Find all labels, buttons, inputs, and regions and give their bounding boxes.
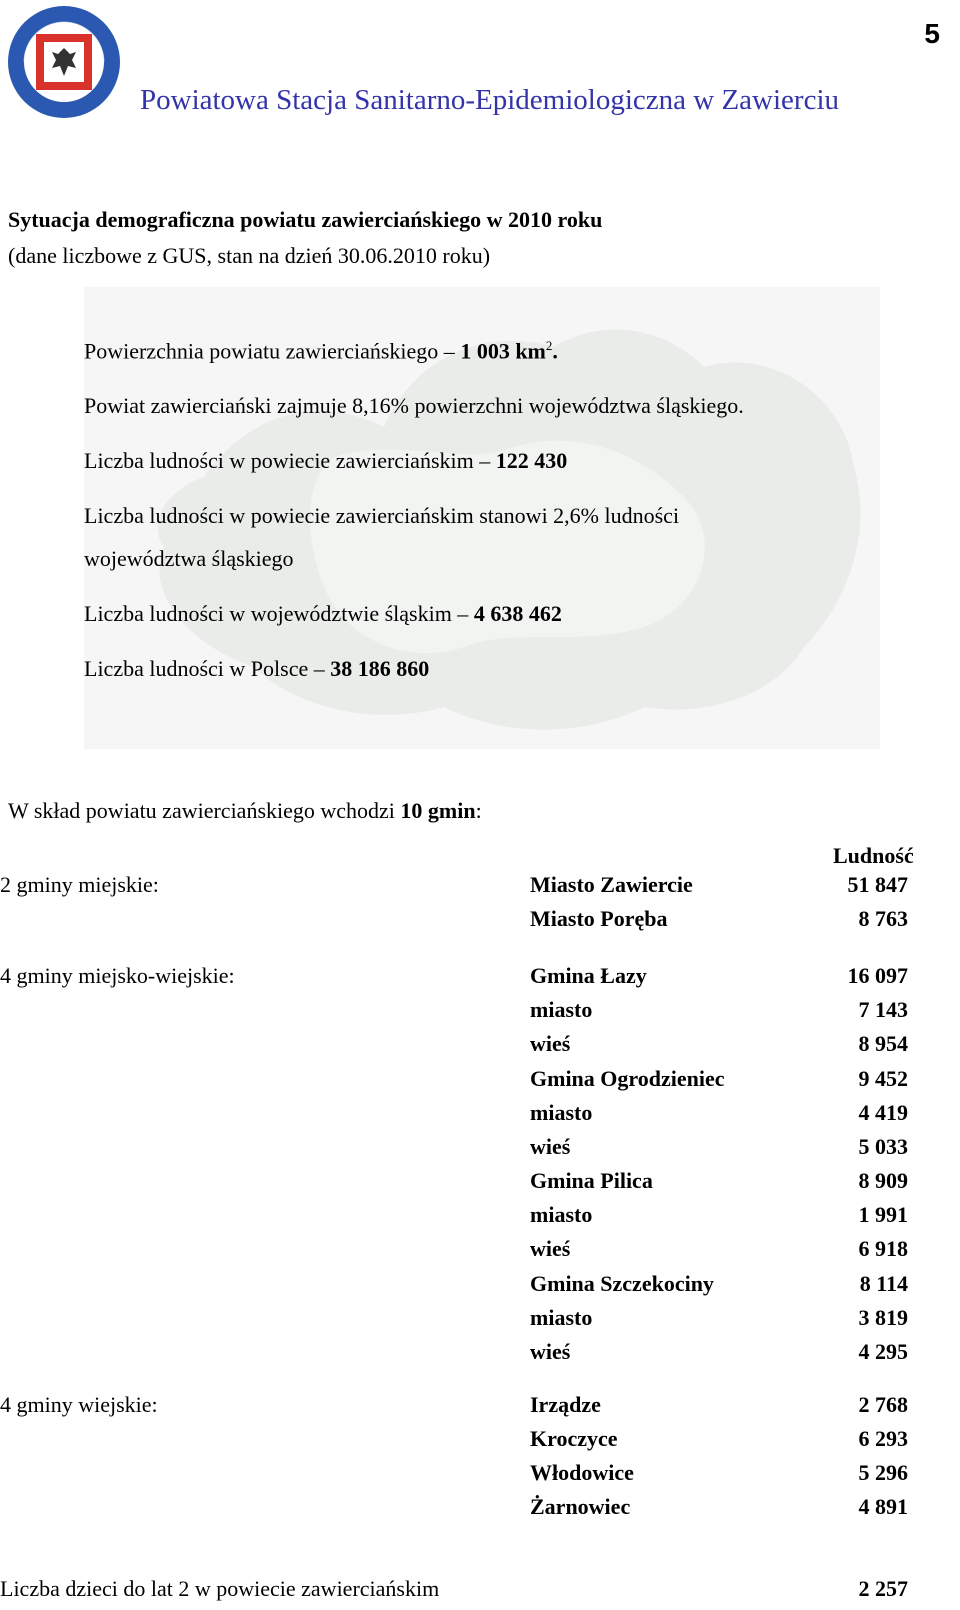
voivodeship-population-label: Liczba ludności w województwie śląskim –	[84, 601, 474, 626]
area-share-line: Powiat zawierciański zajmuje 8,16% powierzchni województwa śląskiego.	[84, 393, 744, 418]
commune-population: 1 991	[858, 1202, 908, 1227]
commune-population: 4 419	[858, 1100, 908, 1125]
commune-population: 3 819	[858, 1305, 908, 1330]
children-under-2-row	[0, 1576, 960, 1610]
area-suffix: .	[552, 338, 558, 364]
commune-group-label: 4 gminy miejsko-wiejskie:	[0, 963, 235, 988]
commune-population: 16 097	[847, 963, 908, 988]
commune-name: Gmina Ogrodzieniec	[530, 1066, 725, 1091]
table-row	[0, 1236, 960, 1270]
poland-population-line	[84, 656, 429, 682]
table-row	[0, 906, 960, 940]
commune-name: Gmina Łazy	[530, 963, 647, 988]
commune-name: Miasto Zawiercie	[530, 872, 693, 897]
table-row	[0, 963, 960, 997]
commune-name: Miasto Poręba	[530, 906, 668, 931]
commune-name: wieś	[530, 1134, 571, 1159]
commune-name: Gmina Pilica	[530, 1168, 653, 1193]
area-value: 1 003 km	[460, 338, 546, 364]
commune-group-label: 2 gminy miejskie:	[0, 872, 159, 897]
commune-population: 2 768	[858, 1392, 908, 1417]
commune-population: 8 909	[858, 1168, 908, 1193]
table-row	[0, 1305, 960, 1339]
table-row	[0, 1066, 960, 1100]
commune-name: Włodowice	[530, 1460, 634, 1485]
commune-population: 8 114	[859, 1271, 908, 1296]
population-value: 122 430	[495, 448, 568, 473]
commune-name: Irządze	[530, 1392, 601, 1417]
commune-population: 51 847	[847, 872, 908, 897]
population-line	[84, 448, 567, 474]
commune-population: 8 763	[858, 906, 908, 931]
table-row	[0, 1134, 960, 1168]
institution-title: Powiatowa Stacja Sanitarno-Epidemiologiczna w Zawierciu	[140, 84, 840, 116]
document-subtitle: (dane liczbowe z GUS, stan na dzień 30.06.2010 roku)	[8, 243, 491, 268]
population-share-line-2: województwa śląskiego	[84, 546, 294, 571]
commune-group-label: 4 gminy wiejskie:	[0, 1392, 158, 1417]
commune-population: 8 954	[858, 1031, 908, 1056]
commune-population: 6 293	[858, 1426, 908, 1451]
population-column-header: Ludność	[833, 843, 914, 868]
children-under-2-value: 2 257	[858, 1576, 908, 1601]
area-label: Powierzchnia powiatu zawierciańskiego –	[84, 338, 461, 364]
commune-name: wieś	[530, 1339, 571, 1364]
composition-suffix: :	[475, 798, 482, 823]
document-title: Sytuacja demograficzna powiatu zawierciańskiego w 2010 roku	[8, 207, 603, 232]
commune-population: 5 033	[858, 1134, 908, 1159]
poland-population-label: Liczba ludności w Polsce –	[84, 656, 331, 681]
table-row	[0, 1100, 960, 1134]
commune-name: miasto	[530, 1100, 593, 1125]
page-number: 5	[924, 18, 940, 49]
commune-population: 4 891	[858, 1494, 908, 1519]
table-row	[0, 1168, 960, 1202]
composition-prefix: W skład powiatu zawierciańskiego wchodzi	[8, 798, 401, 823]
area-line	[84, 338, 558, 364]
composition-intro	[8, 798, 482, 824]
commune-population: 4 295	[858, 1339, 908, 1364]
voivodeship-population-value: 4 638 462	[473, 601, 562, 626]
commune-name: miasto	[530, 1202, 593, 1227]
children-under-2-label: Liczba dzieci do lat 2 w powiecie zawierciańskim	[0, 1576, 440, 1601]
table-row	[0, 1426, 960, 1460]
population-label: Liczba ludności w powiecie zawierciańskim –	[84, 448, 496, 473]
commune-name: wieś	[530, 1236, 571, 1261]
commune-name: Kroczyce	[530, 1426, 618, 1451]
table-row	[0, 997, 960, 1031]
population-share-line-1: Liczba ludności w powiecie zawierciańskim stanowi 2,6% ludności	[84, 503, 680, 528]
commune-name: miasto	[530, 997, 593, 1022]
table-row	[0, 1392, 960, 1426]
commune-name: Gmina Szczekociny	[530, 1271, 714, 1296]
commune-population: 5 296	[858, 1460, 908, 1485]
table-row	[0, 872, 960, 906]
table-row	[0, 1031, 960, 1065]
commune-population: 9 452	[858, 1066, 908, 1091]
voivodeship-population-line	[84, 601, 562, 627]
commune-name: Żarnowiec	[530, 1494, 631, 1519]
composition-count: 10 gmin	[400, 798, 476, 823]
table-row	[0, 1202, 960, 1236]
commune-population: 6 918	[858, 1236, 908, 1261]
commune-population: 7 143	[858, 997, 908, 1022]
table-row	[0, 1494, 960, 1528]
commune-name: wieś	[530, 1031, 571, 1056]
commune-name: miasto	[530, 1305, 593, 1330]
poland-population-value: 38 186 860	[330, 656, 430, 681]
area-unit-exponent: 2	[545, 338, 553, 353]
table-row	[0, 1339, 960, 1373]
table-row	[0, 1271, 960, 1305]
inspection-logo-icon	[6, 4, 122, 120]
table-row	[0, 1460, 960, 1494]
